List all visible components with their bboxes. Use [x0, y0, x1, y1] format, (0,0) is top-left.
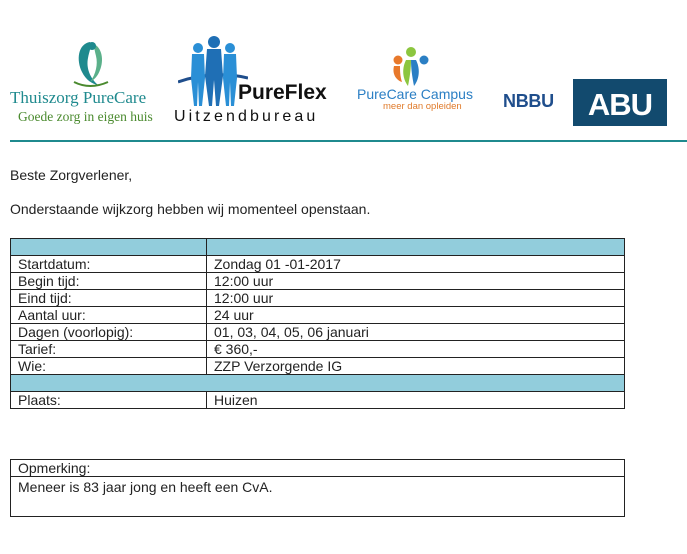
remark-table — [10, 459, 625, 517]
location-label: Plaats: — [11, 392, 207, 409]
row-value: Zondag 01 -01-2017 — [207, 256, 625, 273]
abu-logo-text: ABU — [587, 87, 653, 122]
row-label: Begin tijd: — [11, 273, 207, 290]
row-value: ZZP Verzorgende IG — [207, 358, 625, 375]
row-label: Aantal uur: — [11, 307, 207, 324]
row-value: 24 uur — [207, 307, 625, 324]
table-header-row — [11, 239, 625, 256]
separator-cell — [11, 375, 625, 392]
purecare-campus-logo-icon — [388, 46, 434, 88]
row-value: 12:00 uur — [207, 273, 625, 290]
pureflex-subtitle: Uitzendbureau — [174, 108, 319, 125]
greeting: Beste Zorgverlener, — [10, 167, 133, 183]
row-label: Startdatum: — [11, 256, 207, 273]
pureflex-name: PureFlex — [238, 81, 327, 104]
thuiszorg-logo-icon — [68, 38, 112, 88]
row-value: 01, 03, 04, 05, 06 januari — [207, 324, 625, 341]
intro-text: Onderstaande wijkzorg hebben wij momenteel openstaan. — [10, 201, 371, 217]
table-row — [11, 307, 625, 324]
table-row — [11, 324, 625, 341]
header-divider — [10, 140, 687, 142]
table-row — [11, 341, 625, 358]
thuiszorg-name: Thuiszorg PureCare — [10, 88, 147, 107]
row-value: 12:00 uur — [207, 290, 625, 307]
table-row — [11, 256, 625, 273]
row-value: € 360,- — [207, 341, 625, 358]
remark-label: Opmerking: — [11, 460, 625, 477]
table-row — [11, 358, 625, 375]
table-separator-row — [11, 375, 625, 392]
header-cell — [11, 239, 207, 256]
row-label: Eind tijd: — [11, 290, 207, 307]
row-label: Tarief: — [11, 341, 207, 358]
location-value: Huizen — [207, 392, 625, 409]
table-row — [11, 273, 625, 290]
details-table — [10, 238, 625, 409]
table-row — [11, 392, 625, 409]
purecare-campus-tagline: meer dan opleiden — [383, 101, 462, 112]
thuiszorg-tagline: Goede zorg in eigen huis — [18, 109, 153, 124]
row-label: Wie: — [11, 358, 207, 375]
purecare-campus-name: PureCare Campus — [357, 86, 473, 102]
remark-text: Meneer is 83 jaar jong en heeft een CvA. — [11, 477, 625, 517]
table-row — [11, 290, 625, 307]
header-cell — [207, 239, 625, 256]
nbbu-logo: NBBU — [503, 91, 554, 111]
row-label: Dagen (voorlopig): — [11, 324, 207, 341]
